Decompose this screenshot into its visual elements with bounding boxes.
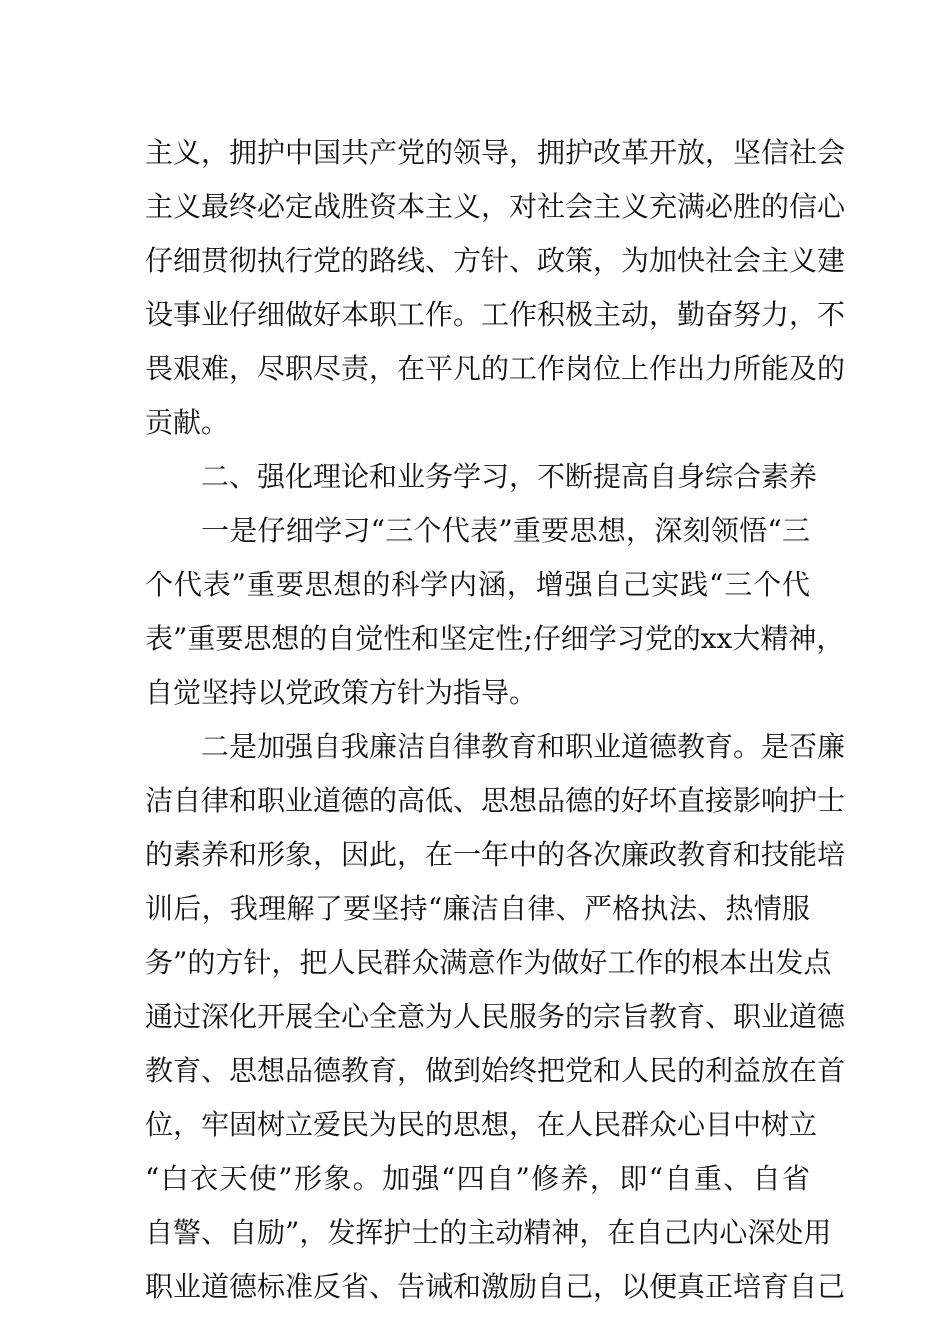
text-line: 的素养和形象，因此，在一年中的各次廉政教育和技能培: [145, 838, 846, 871]
text-line: 位，牢固树立爱民为民的思想，在人民群众心目中树立: [145, 1108, 818, 1141]
text-line: 表”重要思想的自觉性和坚定性;仔细学习党的xx大精神，: [145, 622, 845, 655]
text-line: 洁自律和职业道德的高低、思想品德的好坏直接影响护士: [145, 784, 846, 817]
text-line: 贡献。: [145, 406, 230, 439]
text-line: 主义，拥护中国共产党的领导，拥护改革开放，坚信社会: [145, 136, 846, 169]
text-line: 个代表”重要思想的科学内涵，增强自己实践“三个代: [145, 568, 810, 601]
text-line: 主义最终必定战胜资本主义，对社会主义充满必胜的信心: [145, 190, 846, 223]
text-line: 一是仔细学习“三个代表”重要思想，深刻领悟“三: [201, 514, 810, 547]
text-line: 二是加强自我廉洁自律教育和职业道德教育。是否廉: [201, 730, 846, 763]
text-line: 通过深化开展全心全意为人民服务的宗旨教育、职业道德: [145, 1000, 846, 1033]
text-line: 训后，我理解了要坚持“廉洁自律、严格执法、热情服: [145, 892, 810, 925]
text-line: 职业道德标准反省、告诫和激励自己，以便真正培育自己: [145, 1270, 846, 1303]
text-line: “白衣天使”形象。加强“四自”修养，即“自重、自省: [145, 1162, 810, 1195]
text-line: 教育、思想品德教育，做到始终把党和人民的利益放在首: [145, 1054, 846, 1087]
text-line: 设事业仔细做好本职工作。工作积极主动，勤奋努力，不: [145, 298, 846, 331]
text-line: 畏艰难，尽职尽责，在平凡的工作岗位上作出力所能及的: [145, 352, 846, 385]
document-body: [145, 126, 846, 1314]
text-line: 自警、自励”，发挥护士的主动精神，在自己内心深处用: [145, 1216, 832, 1249]
text-line: 仔细贯彻执行党的路线、方针、政策，为加快社会主义建: [145, 244, 846, 277]
text-line: 自觉坚持以党政策方针为指导。: [145, 676, 538, 709]
text-line: 务”的方针，把人民群众满意作为做好工作的根本出发点: [145, 946, 832, 979]
text-line: 二、强化理论和业务学习，不断提高自身综合素养: [201, 460, 818, 493]
